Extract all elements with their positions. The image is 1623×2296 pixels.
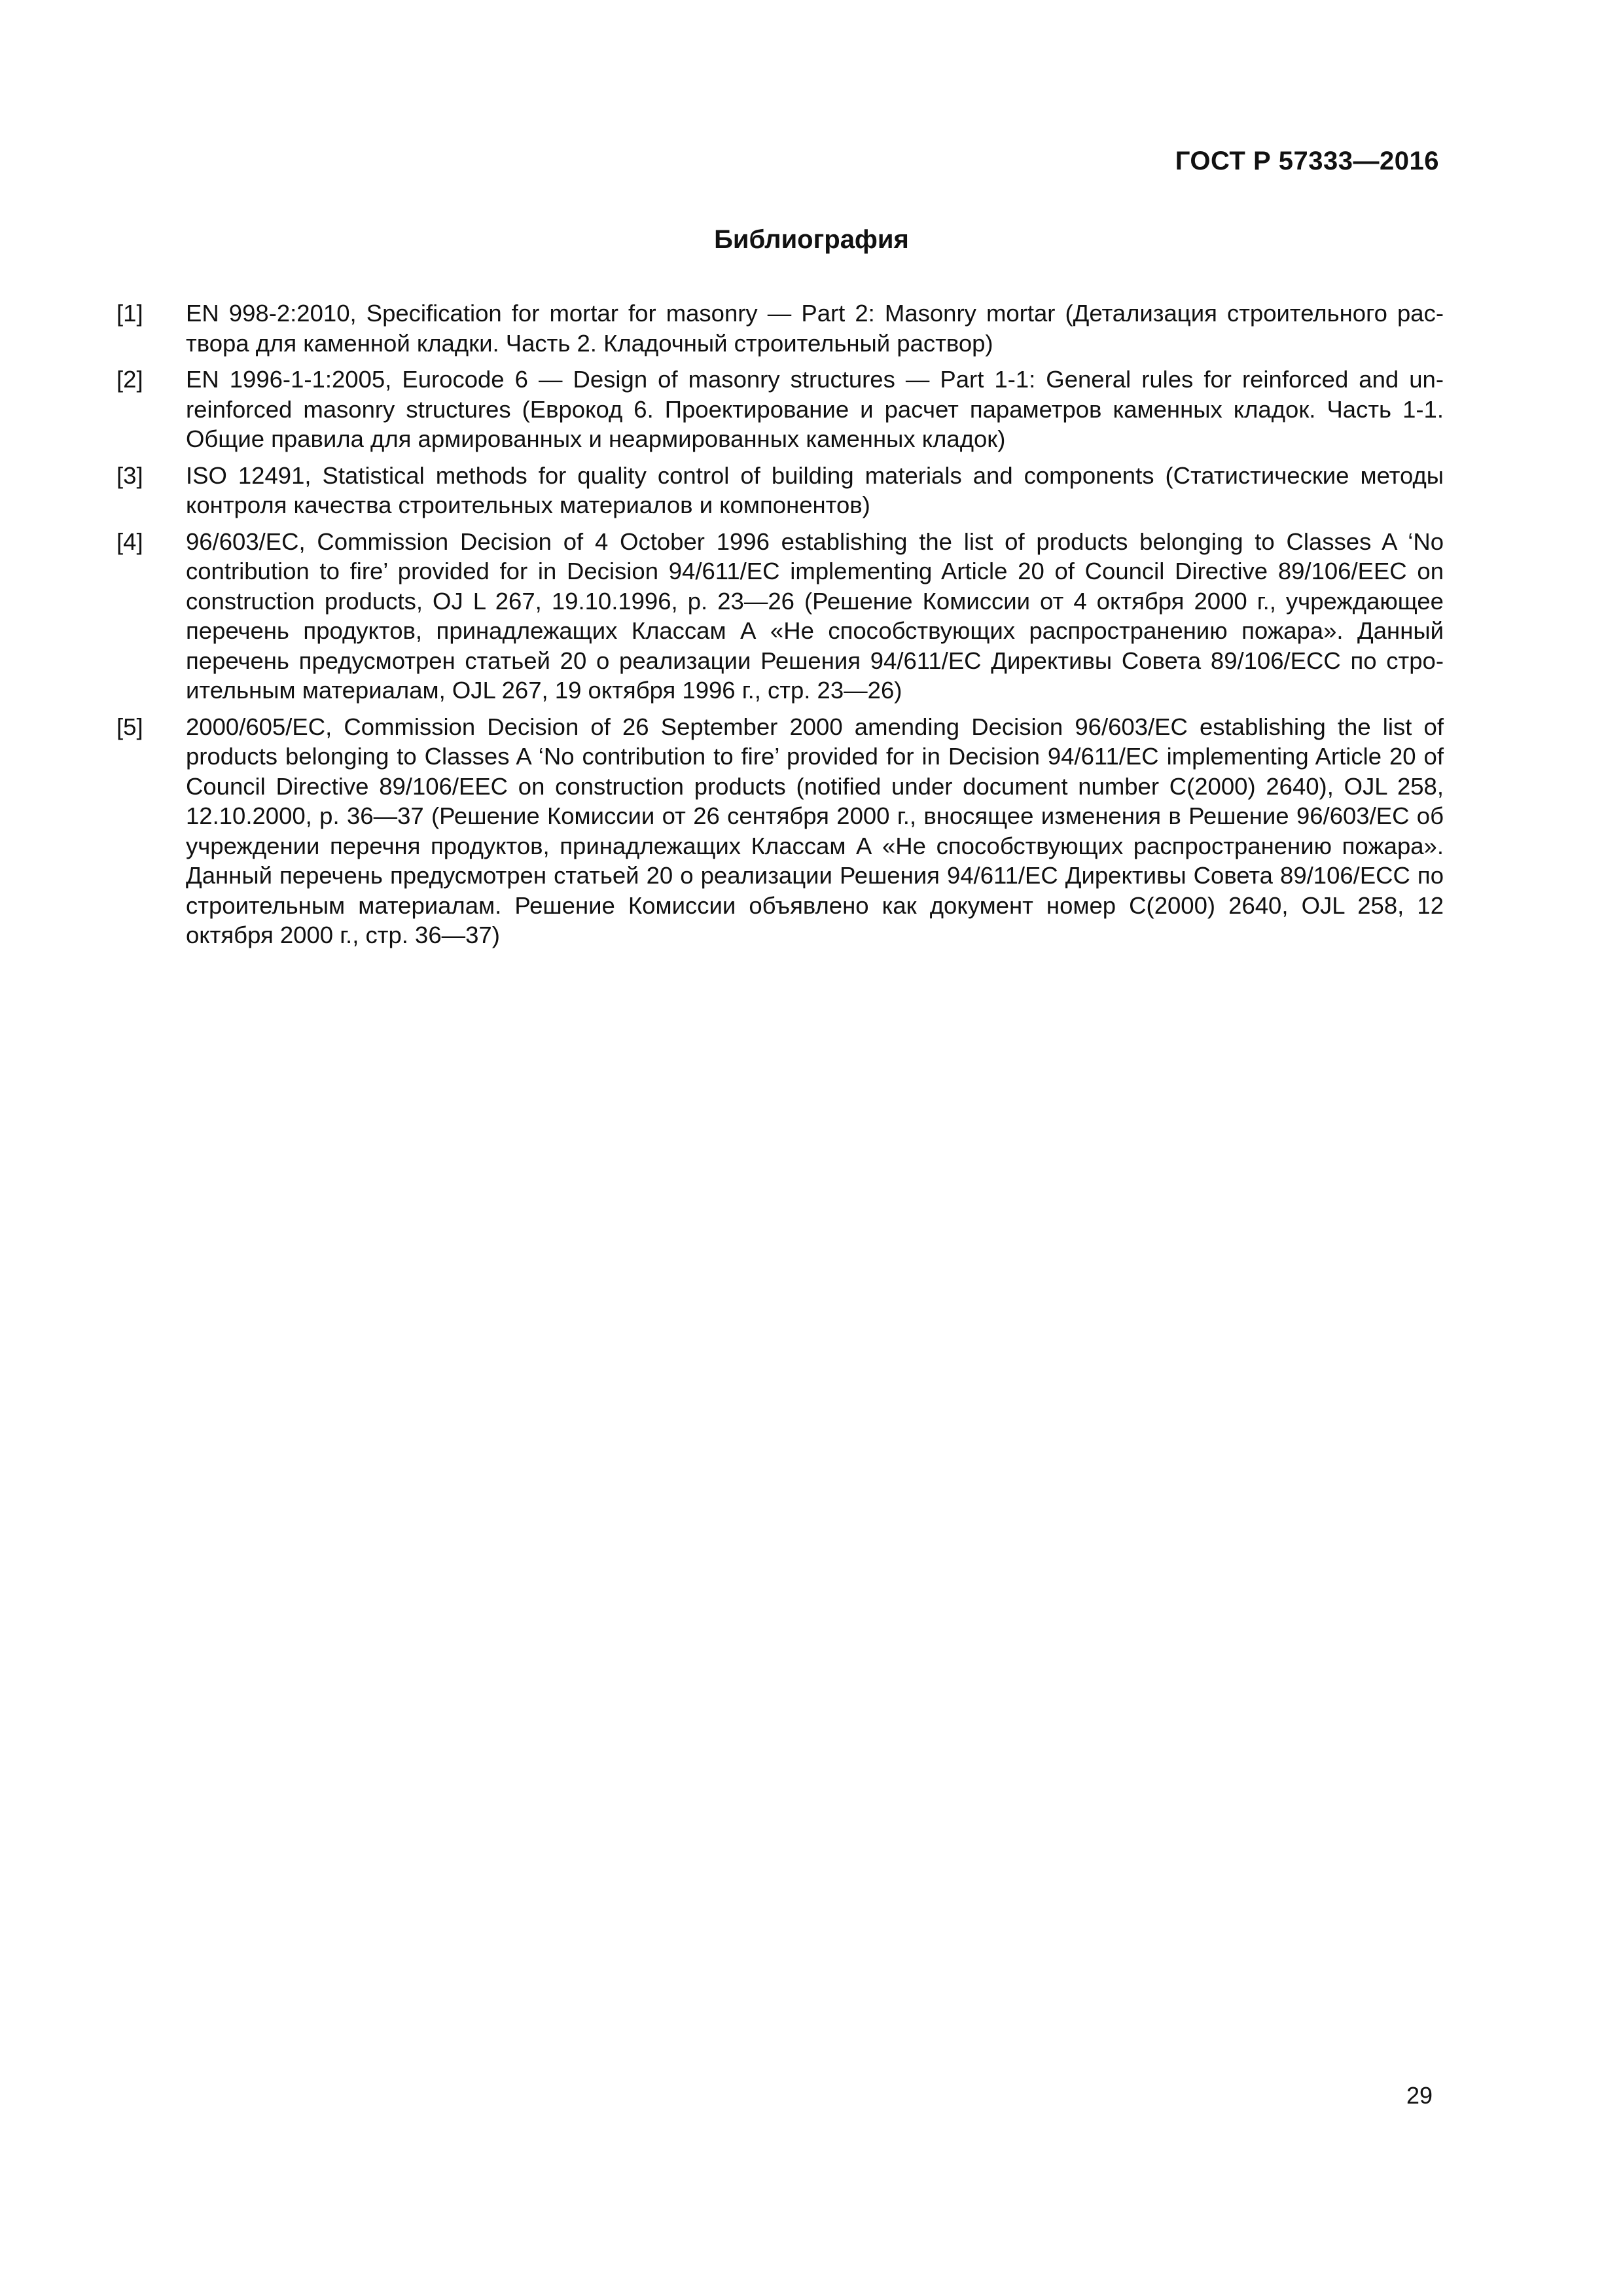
bibliography-list [116,298,1444,957]
page-number: 29 [1406,2082,1433,2109]
bibliography-entry-number: [5] [116,713,143,740]
bibliography-entry-number: [1] [116,300,143,327]
bibliography-entry-text: 96/603/EC, Commission Decision of 4 October 1996 establishing the list of products belonging to Classes A ‘No contribution to fire’ provided for in Decision 94/611/EC implementing Article 20 of Council Directive 89/106/EEC on construction products, OJ L 267, 19.10.1996, p. 23—26 (Решение Комиссии от 4 октября 2000 г., учреждающее перечень продуктов, принадлежащих Классам А «Не способствующих распространению пожара». Данный перечень предусмотрен статьей 20 о реализации Решения 94/611/EC Директивы Совета 89/106/ЕСС по строительным материалам, OJL 267, 19 октября 1996 г., стр. 23—26) [186,528,1444,704]
bibliography-entry-text: EN 998-2:2010, Specification for mortar for masonry — Part 2: Masonry mortar (Детализация строительного раствора для каменной кладки. Часть 2. Кладочный строительный раствор) [186,300,1444,357]
document-code: ГОСТ Р 57333—2016 [1175,147,1439,175]
bibliography-entry-text: EN 1996-1-1:2005, Eurocode 6 — Design of masonry structures — Part 1-1: General rules for reinforced and unreinforced masonry structures (Еврокод 6. Проектирование и расчет параметров каменных кладок. Часть 1-1. Общие правила для армированных и неармированных каменных кладок) [186,366,1444,452]
bibliography-entry-3 [116,461,1444,520]
bibliography-entry-text: ISO 12491, Statistical methods for quality control of building materials and components (Статистические методы контроля качества строительных материалов и компонентов) [186,461,1444,518]
bibliography-entry-5 [116,712,1444,950]
bibliography-entry-2 [116,365,1444,454]
bibliography-entry-number: [3] [116,461,143,489]
bibliography-entry-text: 2000/605/EC, Commission Decision of 26 September 2000 amending Decision 96/603/EC establishing the list of products belonging to Classes A ‘No contribution to fire’ provided for in Decision 94/611/EC implementing Article 20 of Council Directive 89/106/EEC on construction products (notified under document number C(2000) 2640), OJL 258, 12.10.2000, p. 36—37 (Решение Комиссии от 26 сентября 2000 г., вносящее изменения в Решение 96/603/EC об учреждении перечня продуктов, принадлежащих Классам А «Не способствующих распространению пожара». Данный перечень предусмотрен статьей 20 о реализации Решения 94/611/EC Директивы Совета 89/106/ЕСС по строительным материалам. Решение Комиссии объявлено как документ номер C(2000) 2640, OJL 258, 12 октября 2000 г., стр. 36—37) [186,713,1444,948]
bibliography-entry-1 [116,298,1444,358]
bibliography-entry-number: [4] [116,528,143,555]
bibliography-entry-number: [2] [116,366,143,393]
bibliography-title: Библиография [714,225,909,254]
bibliography-entry-4 [116,527,1444,706]
